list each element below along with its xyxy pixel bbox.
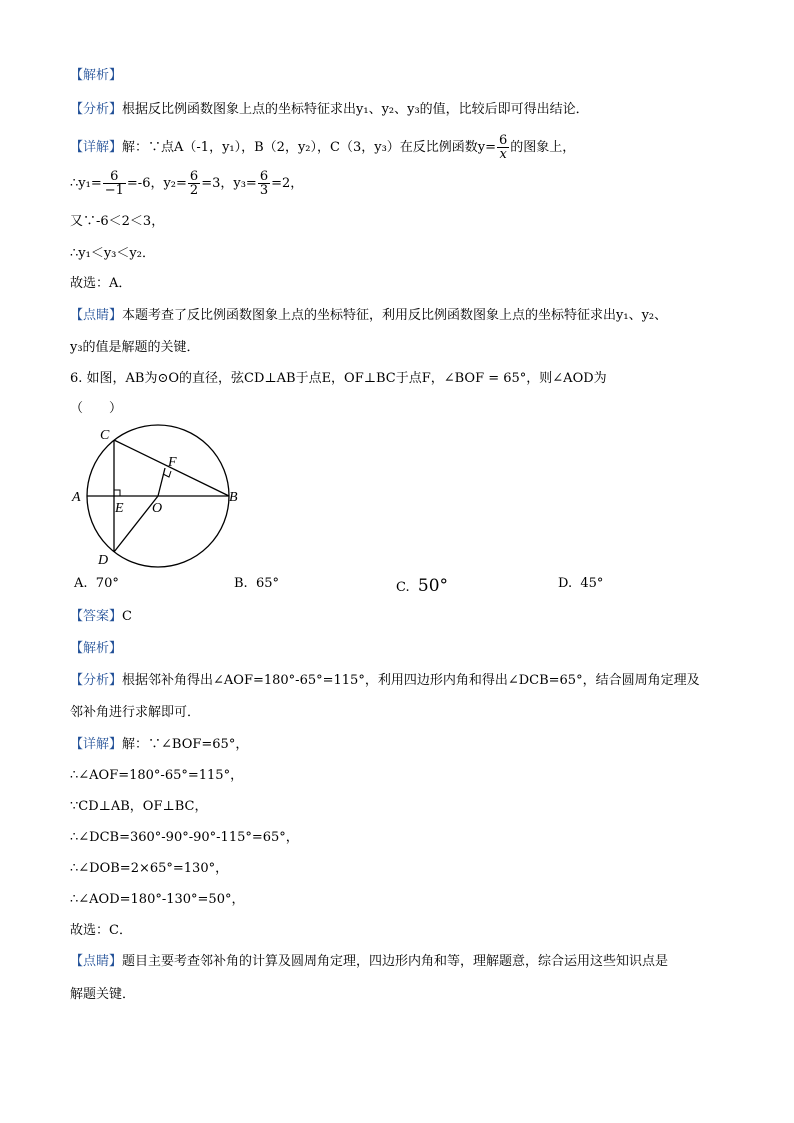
comment-tag: 【点睛】: [70, 308, 123, 323]
option-c: [396, 576, 448, 596]
fraction-denominator: x: [499, 147, 507, 162]
option-d: [558, 576, 603, 591]
option-b: [234, 576, 279, 591]
calc-part-1: ∴y₁=: [70, 176, 102, 191]
jiexi-heading: 【解析】: [70, 68, 123, 83]
choose-line: 故选：A．: [70, 276, 132, 291]
q6-detail-tag: 【详解】: [70, 737, 123, 752]
q6-detail-line-1: 解：∵∠BOF=65°，: [122, 737, 249, 752]
label-o: O: [152, 501, 163, 516]
detail-paragraph: [70, 134, 575, 161]
fraction-numerator: 6: [189, 169, 199, 184]
comment-line-2: y₃的值是解题的关键．: [70, 340, 200, 355]
q6-analysis-line-2: 邻补角进行求解即可．: [70, 705, 201, 720]
label-c: C: [100, 428, 110, 443]
label-a: A: [72, 490, 81, 505]
q6-detail-line-6: ∴∠AOD=180°-130°=50°，: [70, 892, 245, 907]
also-line: 又∵-6＜2＜3，: [70, 214, 165, 229]
q6-comment-paragraph: [70, 952, 668, 972]
q6-detail-line-4: ∴∠DCB=360°-90°-90°-115°=65°，: [70, 830, 299, 845]
segment-of: [158, 468, 165, 496]
q6-analysis-line-1: 根据邻补角得出∠AOF=180°-65°=115°，利用四边形内角和得出∠DCB=65°，结合圆周角定理及: [122, 673, 700, 688]
detail-text-b: 的图象上，: [510, 140, 576, 155]
calc-part-4: =2，: [271, 176, 304, 191]
q6-analysis-tag: 【分析】: [70, 673, 123, 688]
option-a: [74, 576, 119, 591]
q6-analysis-paragraph: [70, 671, 700, 691]
detail-text-a: 解：∵点A（-1，y₁），B（2，y₂），C（3，y₃）在反比例函数y=: [122, 140, 497, 155]
option-value: 45°: [580, 576, 604, 591]
fraction-y2: [188, 170, 200, 197]
q6-detail-line-5: ∴∠DOB=2×65°=130°，: [70, 861, 229, 876]
right-angle-mark-e: [114, 490, 120, 496]
option-letter: C.: [396, 580, 410, 595]
answer-line: [70, 607, 132, 627]
question-6-blank: （ ）: [70, 401, 123, 416]
label-f: F: [168, 455, 177, 470]
fraction-numerator: 6: [499, 133, 508, 148]
option-value: 50°: [417, 576, 449, 596]
analysis-tag: 【分析】: [70, 102, 123, 117]
calc-part-3: =3，y₃=: [201, 176, 257, 191]
fraction-denominator: −1: [104, 183, 124, 198]
fraction-6-over-x: [497, 134, 509, 161]
option-letter: B.: [234, 576, 248, 591]
q6-comment-line-2: 解题关键．: [70, 987, 136, 1002]
comment-line-1: 本题考查了反比例函数图象上点的坐标特征，利用反比例函数图象上点的坐标特征求出y₁、y₂、: [122, 308, 668, 323]
comment-paragraph: [70, 306, 667, 326]
analysis-paragraph: [70, 100, 589, 120]
so-line: ∴y₁＜y₃＜y₂．: [70, 246, 155, 261]
q6-comment-line-1: 题目主要考查邻补角的计算及圆周角定理，四边形内角和等，理解题意，综合运用这些知识点是: [122, 954, 669, 969]
fraction-y1: [103, 170, 126, 197]
q6-comment-tag: 【点睛】: [70, 954, 123, 969]
option-value: 70°: [95, 576, 119, 591]
analysis-text: 根据反比例函数图象上点的坐标特征求出y₁、y₂、y₃的值，比较后即可得出结论．: [122, 102, 589, 117]
q6-detail-paragraph: [70, 735, 248, 755]
circle-geometry-figure: [66, 420, 256, 570]
question-6-stem: 6. 如图，AB为⊙O的直径，弦CD⊥AB于点E，OF⊥BC于点F，∠BOF = 65°，则∠AOD为: [70, 371, 607, 386]
q6-detail-line-3: ∵CD⊥AB，OF⊥BC，: [70, 799, 208, 814]
q6-detail-line-2: ∴∠AOF=180°-65°=115°，: [70, 768, 244, 783]
option-letter: A.: [74, 576, 88, 591]
answer-value: C: [122, 609, 132, 624]
calc-part-2: =-6，y₂=: [126, 176, 187, 191]
option-value: 65°: [255, 576, 279, 591]
label-d: D: [98, 553, 109, 568]
calc-line: [70, 170, 303, 197]
q6-jiexi-heading: 【解析】: [70, 641, 123, 656]
label-e: E: [115, 501, 124, 516]
fraction-numerator: 6: [259, 169, 269, 184]
option-letter: D.: [558, 576, 573, 591]
detail-tag: 【详解】: [70, 140, 123, 155]
fraction-y3: [258, 170, 270, 197]
answer-tag: 【答案】: [70, 609, 123, 624]
fraction-denominator: 3: [259, 183, 269, 198]
fraction-numerator: 6: [103, 170, 126, 184]
q6-detail-line-7: 故选：C．: [70, 923, 132, 938]
fraction-denominator: 2: [189, 183, 199, 198]
label-b: B: [229, 490, 238, 505]
